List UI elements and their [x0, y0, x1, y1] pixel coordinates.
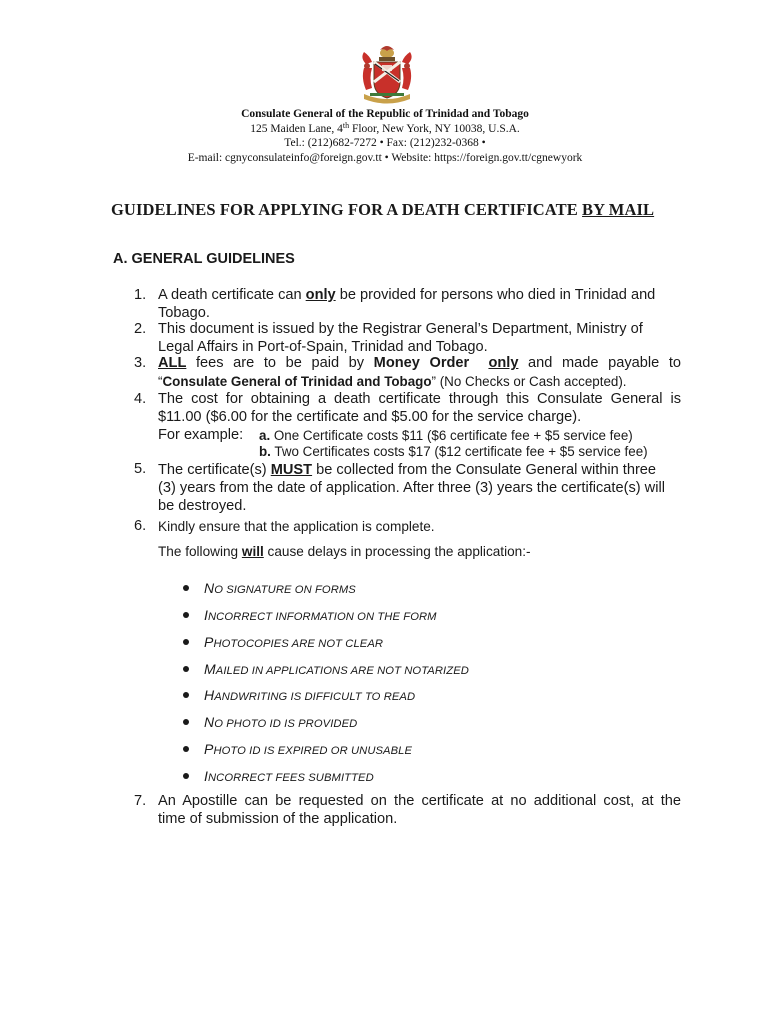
example-b [259, 444, 648, 459]
item-line [158, 355, 681, 373]
emphasis-must: MUST [270, 462, 313, 478]
list-item-text: PHOTO ID IS EXPIRED OR UNUSABLE [204, 741, 413, 757]
example-a [259, 428, 633, 443]
item-number: 5. [134, 461, 147, 477]
list-item [0, 687, 770, 705]
address-superscript: th [342, 120, 350, 130]
text-run: be provided for persons who died in Trinidad and [335, 287, 656, 303]
item-text [158, 391, 681, 426]
item-number: 6. [134, 518, 147, 534]
item-line: The cost for obtaining a death certificate through this Consulate General is [158, 391, 681, 407]
bullet-dot-icon [183, 692, 189, 698]
consulate-name: Consulate General of the Republic of Trinidad and Tobago [241, 108, 529, 120]
item-number: 1. [134, 287, 147, 303]
consulate-phone-fax: Tel.: (212)682-7272 • Fax: (212)232-0368 • [284, 137, 486, 150]
item-text [158, 543, 681, 561]
text-run: “ [158, 373, 163, 389]
bullet-dot-icon [183, 773, 189, 779]
item-text [158, 355, 681, 390]
item-text [158, 321, 681, 356]
address-part: Floor, New York, NY 10038, U.S.A. [349, 122, 520, 135]
example-letter: b. [259, 444, 271, 459]
item-line [158, 373, 681, 391]
item-number: 2. [134, 321, 147, 337]
emphasis-only: only [305, 287, 336, 303]
item-text [158, 793, 681, 828]
bullet-dot-icon [183, 639, 189, 645]
list-item-text: PHOTOCOPIES ARE NOT CLEAR [204, 634, 384, 650]
text-run: The certificate(s) [158, 462, 271, 478]
coat-of-arms-icon [358, 44, 416, 106]
emphasis-will: will [241, 544, 264, 559]
item-line: Legal Affairs in Port-of-Spain, Trinidad and Tobago. [158, 338, 488, 355]
list-item [0, 741, 770, 759]
item-text [158, 287, 681, 322]
title-by-mail: BY MAIL [582, 200, 655, 219]
text-run: be collected from the Consulate General within three [312, 462, 657, 478]
bullet-dot-icon [183, 666, 189, 672]
consulate-email-website: E-mail: cgnyconsulateinfo@foreign.gov.tt • Website: https://foreign.gov.tt/cgnewyork [187, 151, 583, 164]
text-run: cause delays in processing the application:- [263, 544, 531, 559]
text-run: and made payable to [518, 355, 681, 371]
bullet-dot-icon [183, 612, 189, 618]
bullet-dot-icon [183, 585, 189, 591]
item-text [158, 461, 681, 515]
item-line: Tobago. [158, 304, 210, 321]
letterhead [0, 107, 770, 165]
example-text: Two Certificates costs $17 ($12 certificate fee + $5 service fee) [270, 444, 648, 459]
item-text [158, 518, 681, 536]
example-label: For example: [158, 427, 244, 443]
text-run: A death certificate can [158, 287, 306, 303]
emphasis-payee: Consulate General of Trinidad and Tobago [162, 373, 432, 389]
list-item-text: HANDWRITING IS DIFFICULT TO READ [204, 687, 416, 703]
item-number: 3. [134, 355, 147, 371]
section-heading: A. GENERAL GUIDELINES [113, 251, 295, 267]
address-part: 125 Maiden Lane, 4 [250, 122, 343, 135]
bullet-dot-icon [183, 746, 189, 752]
item-line [158, 461, 681, 479]
item-line [158, 543, 681, 561]
list-item [0, 580, 770, 598]
list-item-text: MAILED IN APPLICATIONS ARE NOT NOTARIZED [204, 661, 469, 677]
list-item [0, 661, 770, 679]
example-text: One Certificate costs $11 ($6 certificate fee + $5 service fee) [270, 428, 633, 443]
item-line: be destroyed. [158, 498, 247, 514]
text-run: The following [158, 544, 242, 559]
bullet-dot-icon [183, 719, 189, 725]
consulate-address [0, 122, 770, 137]
list-item [0, 714, 770, 732]
document-title [111, 200, 654, 220]
item-number: 4. [134, 391, 147, 407]
list-item [0, 768, 770, 786]
list-item-text: INCORRECT FEES SUBMITTED [204, 768, 374, 784]
item-line: (3) years from the date of application. After three (3) years the certificate(s) will [158, 480, 665, 496]
title-text: GUIDELINES FOR APPLYING FOR A DEATH CERTIFICATE [111, 200, 583, 219]
list-item-text: NO PHOTO ID IS PROVIDED [204, 714, 358, 730]
emphasis-money-order: Money Order [373, 355, 470, 371]
list-item [0, 607, 770, 625]
example-letter: a. [259, 428, 271, 443]
list-item [0, 634, 770, 652]
list-item-text: INCORRECT INFORMATION ON THE FORM [204, 607, 437, 623]
list-item-text: NO SIGNATURE ON FORMS [204, 580, 356, 596]
text-run: fees are to be paid by [186, 355, 374, 371]
emphasis-all: ALL [158, 355, 187, 371]
item-line: An Apostille can be requested on the certificate at no additional cost, at the [158, 793, 681, 809]
text-run: ” (No Checks or Cash accepted). [431, 373, 627, 389]
item-line: $11.00 ($6.00 for the certificate and $5.00 for the service charge). [158, 408, 582, 425]
item-line: Kindly ensure that the application is complete. [158, 519, 435, 534]
emphasis-only: only [488, 355, 519, 371]
item-line [158, 287, 681, 305]
item-line: time of submission of the application. [158, 810, 398, 827]
item-number: 7. [134, 793, 147, 809]
item-line: This document is issued by the Registrar General’s Department, Ministry of [158, 321, 643, 337]
